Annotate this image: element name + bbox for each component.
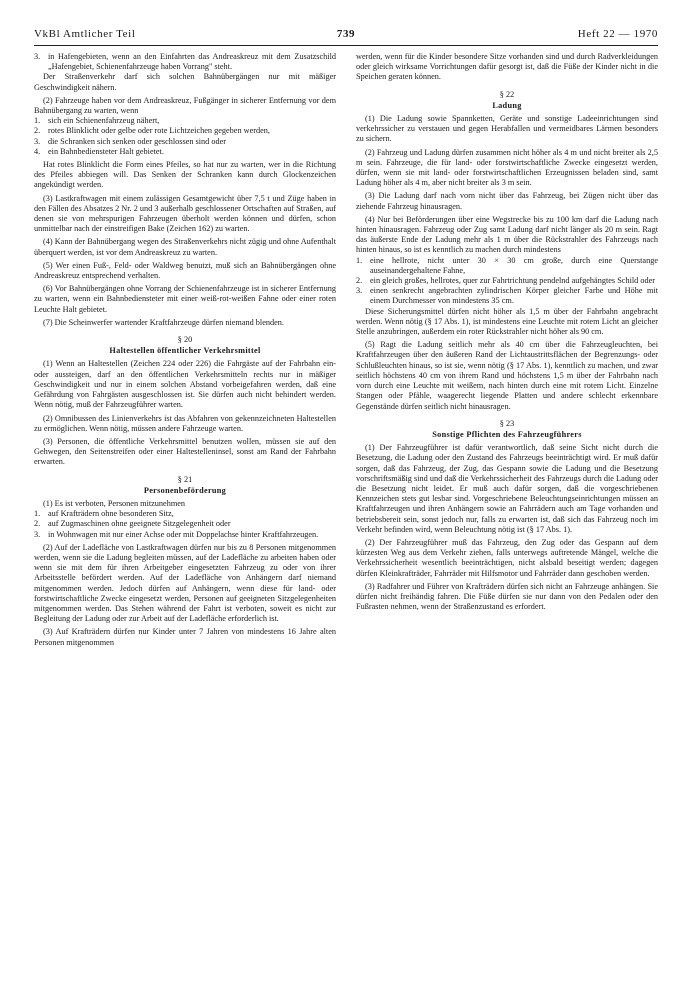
paragraph: (7) Die Scheinwerfer wartender Kraftfahrzeuge dürfen niemand blenden. bbox=[43, 317, 284, 327]
paragraph: Diese Sicherungsmittel dürfen nicht höher als 1,5 m über der Fahrbahn angebracht werden. Wenn nötig (§ 17 Abs. 1), ist mindestens eine Leuchte mit rotem Licht an gleicher Stelle anzubringen, außerdem ein roter Rückstrahler nicht höher als 90 cm. bbox=[356, 306, 658, 337]
paragraph: (2) Fahrzeug und Ladung dürfen zusammen nicht höher als 4 m und nicht breiter als 2,5 m sein. Fahrzeuge, die für land- oder forstwirtschaftliche Zwecke eingesetzt werden, dürfen, wenn sie mit land- oder forstwirtschaftlichen Erzeugnissen beladen sind, samt Ladung höher als 4 m, aber nicht breiter als 3 m sein. bbox=[356, 147, 658, 188]
list-item: 3. in Wohnwagen mit nur einer Achse oder mit Doppelachse hinter Kraftfahrzeugen. bbox=[34, 529, 319, 539]
journal-title: VkBl Amtlicher Teil bbox=[34, 28, 136, 40]
paragraph: Der Straßenverkehr darf sich solchen Bahnübergängen nur mit mäßiger Geschwindigkeit nähern. bbox=[34, 72, 336, 92]
paragraph: (4) Nur bei Beförderungen über eine Wegstrecke bis zu 100 km darf die Ladung nach hinten hinausragen. Fahrzeug oder Zug samt Ladung darf nicht länger als 20 m sein. Ragt das äußerste Ende der Ladung mehr als 1 m über die Rückstrahler des Fahrzeugs nach hinten hinaus, so ist es kenntlich zu machen durch mindestens bbox=[356, 214, 658, 255]
paragraph: Hat rotes Blinklicht die Form eines Pfeiles, so hat nur zu warten, wer in die Richtung des Pfeiles abbiegen will. Das Senken der Schranken kann durch Glockenzeichen angekündigt werden. bbox=[34, 160, 336, 190]
right-column bbox=[356, 52, 658, 612]
paragraph: (1) Die Ladung sowie Spannketten, Geräte und sonstige Ladeeinrichtungen sind verkehrssicher zu verstauen und gegen Herabfallen und vermeidbares Lärmen besonders zu sichern. bbox=[356, 114, 658, 144]
paragraph: (3) Personen, die öffentliche Verkehrsmittel benutzen wollen, müssen sie auf den Gehwegen, den Seitenstreifen oder einer Haltestelleninsel, sonst am Rand der Fahrbahn erwarten. bbox=[34, 436, 336, 467]
section-heading: Sonstige Pflichten des Fahrzeugführers bbox=[432, 429, 582, 439]
issue-label: Heft 22 — 1970 bbox=[577, 28, 658, 40]
paragraph: (2) Auf der Ladefläche von Lastkraftwagen dürfen nur bis zu 8 Personen mitgenommen werden, wenn sie die Ladung begleiten müssen, auf der Ladefläche zu arbeiten haben oder wenn sie mit dem für ihren Arbeitgeber eingesetzten Fahrzeug zu oder von ihrer Arbeitsstelle befördert werden. Auf der Ladefläche von Anhängern darf niemand mitgenommen werden. Jedoch dürfen auf Anhängern, wenn diese für land- oder forstwirtschaftliche Zwecke eingesetzt werden, Personen auf geeigneten Sitzgelegenheiten mitgenommen werden. Das Stehen während der Fahrt ist verboten, soweit es nicht zur Begleitung der Ladung oder zur Arbeit auf der Ladefläche erforderlich ist. bbox=[34, 542, 336, 624]
paragraph: (2) Omnibussen des Linienverkehrs ist das Abfahren von gekennzeichneten Haltestellen zu ermöglichen. Wenn nötig, müssen andere Fahrzeuge warten. bbox=[34, 413, 336, 433]
list-item: 2. ein gleich großes, hellrotes, quer zur Fahrtrichtung pendelnd aufgehängtes Schild oder bbox=[356, 276, 655, 286]
paragraph: (2) Fahrzeuge haben vor dem Andreaskreuz, Fußgänger in sicherer Entfernung vor dem Bahnübergang zu warten, wenn bbox=[34, 95, 336, 116]
list-item: 1. sich ein Schienenfahrzeug nähert, bbox=[34, 116, 160, 126]
paragraph: (1) Es ist verboten, Personen mitzunehmen bbox=[43, 498, 186, 508]
section-number: § 22 bbox=[499, 89, 515, 99]
section-number: § 23 bbox=[499, 418, 515, 428]
paragraph: (6) Vor Bahnübergängen ohne Vorrang der Schienenfahrzeuge ist in sicherer Entfernung zu warten, wenn ein Bahnbediensteter mit einer weiß-rot-weißen Fahne oder einer roten Leuchte Halt gebietet. bbox=[34, 284, 336, 314]
running-header bbox=[34, 28, 658, 44]
paragraph: (3) Auf Krafträdern dürfen nur Kinder unter 7 Jahren von mindestens 16 Jahre alten Personen mitgenommen bbox=[34, 627, 336, 647]
list-item: 3. die Schranken sich senken oder geschlossen sind oder bbox=[34, 136, 227, 146]
paragraph: (5) Ragt die Ladung seitlich mehr als 40 cm über die Fahrzeugleuchten, bei Kraftfahrzeugen über den äußeren Rand der Lichtaustrittsflächen der Begrenzungs- oder Schlußleuchten hinaus, so ist sie, wenn nötig (§ 17 Abs. 1), kenntlich zu machen, und zwar seitlich höchstens 40 cm von ihrem Rand und höchstens 1,5 m über der Fahrbahn nach vorn durch eine Leuchte mit weißem, nach hinten durch eine mit rotem Licht. Einzelne Stangen oder Pfähle, waagerecht liegende Platten und andere schlecht erkennbare Gegenstände dürfen seitlich nicht hinausragen. bbox=[356, 340, 658, 411]
left-column bbox=[34, 52, 336, 648]
page-number: 739 bbox=[336, 28, 356, 40]
list-item: 3. einen senkrecht angebrachten zylindrischen Körper gleicher Farbe und Höhe mit einem Durchmesser von mindestens 35 cm. bbox=[356, 286, 658, 306]
list-item: 3. in Hafengebieten, wenn an den Einfahrten das Andreaskreuz mit dem Zusatzschild „Hafengebiet, Schienenfahrzeuge haben Vorrang" steht. bbox=[34, 52, 336, 72]
list-item: 2. auf Zugmaschinen ohne geeignete Sitzgelegenheit oder bbox=[34, 519, 231, 529]
list-item: 1. eine hellrote, nicht unter 30 × 30 cm große, durch eine Querstange auseinandergehaltene Fahne, bbox=[356, 255, 658, 275]
paragraph: (4) Kann der Bahnübergang wegen des Straßenverkehrs nicht zügig und ohne Aufenthalt überquert werden, ist vor dem Andreaskreuz zu warten. bbox=[34, 237, 336, 257]
paragraph: (3) Die Ladung darf nach vorn nicht über das Fahrzeug, bei Zügen nicht über das ziehende Fahrzeug hinausragen. bbox=[356, 191, 658, 211]
paragraph: (5) Wer einen Fuß-, Feld- oder Waldweg benutzt, muß sich an Bahnübergängen ohne Andreaskreuz entsprechend verhalten. bbox=[34, 260, 336, 281]
paragraph: (3) Lastkraftwagen mit einem zulässigen Gesamtgewicht über 7,5 t und Züge haben in den Fällen des Absatzes 2 Nr. 2 und 3 außerhalb geschlossener Ortschaften auf Straßen, auf denen sie von mehrspurigen Fahrzeugen überholt werden können und dürfen, schon unmittelbar nach der einstreifigen Bake (Zeichen 162) zu warten. bbox=[34, 193, 336, 234]
paragraph: (2) Der Fahrzeugführer muß das Fahrzeug, den Zug oder das Gespann auf dem kürzesten Weg aus dem Verkehr ziehen, falls unterwegs auftretende Mängel, welche die Verkehrssicherheit wesentlich beeinträchtigen, nicht alsbald beseitigt werden; dagegen dürfen Kleinkrafträder, Fahrräder mit Hilfsmotor und Fahrräder dann geschoben werden. bbox=[356, 537, 658, 578]
list-item: 4. ein Bahnbediensteter Halt gebietet. bbox=[34, 146, 164, 156]
header-rule bbox=[34, 45, 658, 46]
section-heading: Ladung bbox=[492, 100, 522, 110]
paragraph: werden, wenn für die Kinder besondere Sitze vorhanden sind und durch Radverkleidungen oder gleich wirksame Vorrichtungen dafür gesorgt ist, daß die Füße der Kinder nicht in die Speichen geraten können. bbox=[356, 52, 658, 82]
section-heading: Personenbeförderung bbox=[143, 485, 227, 495]
section-number: § 21 bbox=[177, 474, 193, 484]
paragraph: (1) Der Fahrzeugführer ist dafür verantwortlich, daß seine Sicht nicht durch die Besetzung, die Ladung oder den Zustand des Fahrzeugs beeinträchtigt wird. Er muß dafür sorgen, daß das Fahrzeug, der Zug, das Gespann sowie die Ladung und die Besetzung vorschriftsmäßig sind und daß die Verkehrssicherheit des Fahrzeugs durch die Ladung oder die Besetzung nicht leidet. Er muß auch dafür sorgen, daß die vorgeschriebenen Kennzeichen stets gut lesbar sind. Vorgeschriebene Beleuchtungseinrichtungen müssen an Kraftfahrzeugen und ihren Anhängern sowie an Fahrrädern auch am Tage vorhanden und betriebsbereit sein, sonst jedoch nur, falls zu erwarten ist, daß sich das Fahrzeug noch im Verkehr befinden wird, wenn Beleuchtung nötig ist (§ 17 Abs. 1). bbox=[356, 443, 658, 534]
list-item: 1. auf Krafträdern ohne besonderen Sitz, bbox=[34, 509, 174, 519]
paragraph: (1) Wenn an Haltestellen (Zeichen 224 oder 226) die Fahrgäste auf der Fahrbahn ein- oder aussteigen, darf an den öffentlichen Verkehrsmitteln rechts nur in mäßiger Geschwindigkeit und nur in einem solchen Abstand vorbeigefahren werden, daß eine Gefährdung von Fahrgästen ausgeschlossen ist. Sie dürfen auch nicht behindert werden. Wenn nötig, muß der Fahrzeugführer warten. bbox=[34, 359, 336, 410]
section-number: § 20 bbox=[177, 335, 193, 345]
list-item: 2. rotes Blinklicht oder gelbe oder rote Lichtzeichen gegeben werden, bbox=[34, 126, 270, 136]
paragraph: (3) Radfahrer und Führer von Krafträdern dürfen sich nicht an Fahrzeuge anhängen. Sie dürfen nicht freihändig fahren. Die Füße dürfen sie nur dann von den Pedalen oder den Fußrasten nehmen, wenn der Straßenzustand es erfordert. bbox=[356, 581, 658, 612]
section-heading: Haltestellen öffentlicher Verkehrsmittel bbox=[109, 346, 261, 356]
